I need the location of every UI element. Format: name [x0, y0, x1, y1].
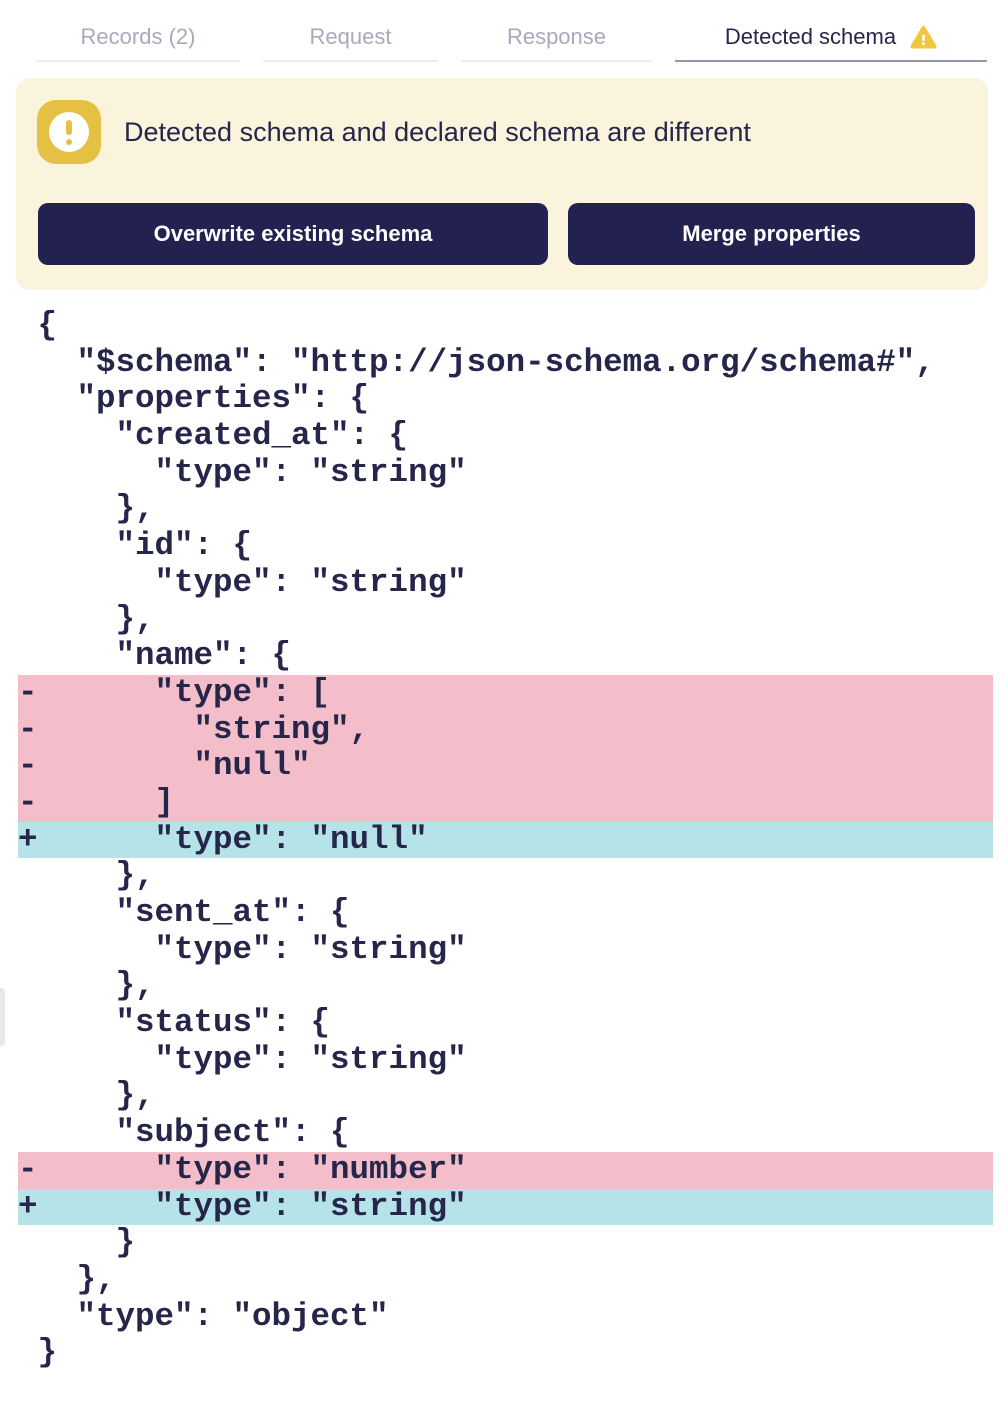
diff-line-context: "type": "string" [18, 453, 467, 491]
tab-request-label: Request [309, 24, 392, 49]
merge-properties-button[interactable]: Merge properties [568, 203, 975, 265]
diff-line-context: "$schema": "http://json-schema.org/schema#", [18, 343, 935, 381]
diff-line-context: "type": "string" [18, 563, 467, 601]
diff-line-context: } [18, 1334, 58, 1372]
diff-line-context: "sent_at": { [18, 894, 350, 931]
scrollbar-thumb[interactable] [0, 988, 5, 1046]
tab-detected-schema-label: Detected schema [724, 24, 897, 49]
tab-records-label: Records (2) [80, 24, 196, 49]
alert-icon [37, 100, 101, 164]
diff-line-context: }, [18, 1260, 116, 1298]
diff-line-context: }, [18, 1077, 155, 1115]
diff-line-context: }, [18, 967, 155, 1005]
warning-triangle-icon [910, 25, 937, 50]
diff-line-context: } [18, 1224, 136, 1262]
banner-buttons [38, 203, 975, 265]
diff-line-removed: - "type": "number" [18, 1152, 993, 1189]
diff-line-context: "properties": { [18, 380, 370, 418]
tab-response-label: Response [506, 24, 607, 49]
diff-line-context: "id": { [18, 527, 253, 565]
tab-detected-schema[interactable] [675, 0, 987, 62]
schema-diff [18, 308, 993, 1372]
diff-line-added: + "type": "null" [18, 822, 993, 859]
tab-response[interactable] [461, 0, 652, 62]
diff-line-context: "subject": { [18, 1114, 350, 1152]
tab-request[interactable] [263, 0, 438, 62]
diff-line-removed: - "null" [18, 748, 993, 785]
diff-line-context: "type": "object" [18, 1297, 389, 1335]
banner-message: Detected schema and declared schema are different [124, 116, 751, 147]
diff-line-removed: - ] [18, 785, 993, 822]
tab-bar [36, 0, 987, 62]
diff-line-context: }, [18, 857, 155, 895]
banner-header [37, 100, 751, 164]
diff-line-context: { [18, 307, 58, 344]
diff-line-removed: - "string", [18, 712, 993, 749]
overwrite-schema-button[interactable]: Overwrite existing schema [38, 203, 548, 265]
diff-line-context: "status": { [18, 1004, 331, 1042]
tab-records[interactable] [36, 0, 240, 62]
schema-mismatch-banner [16, 78, 988, 290]
exclamation-circle-icon [49, 112, 89, 152]
diff-line-context: "created_at": { [18, 417, 409, 455]
diff-line-context: "name": { [18, 637, 292, 675]
diff-line-context: }, [18, 600, 155, 638]
diff-line-added: + "type": "string" [18, 1189, 993, 1226]
diff-line-context: }, [18, 490, 155, 528]
diff-line-removed: - "type": [ [18, 675, 993, 712]
diff-line-context: "type": "string" [18, 1040, 467, 1078]
diff-line-context: "type": "string" [18, 930, 467, 968]
